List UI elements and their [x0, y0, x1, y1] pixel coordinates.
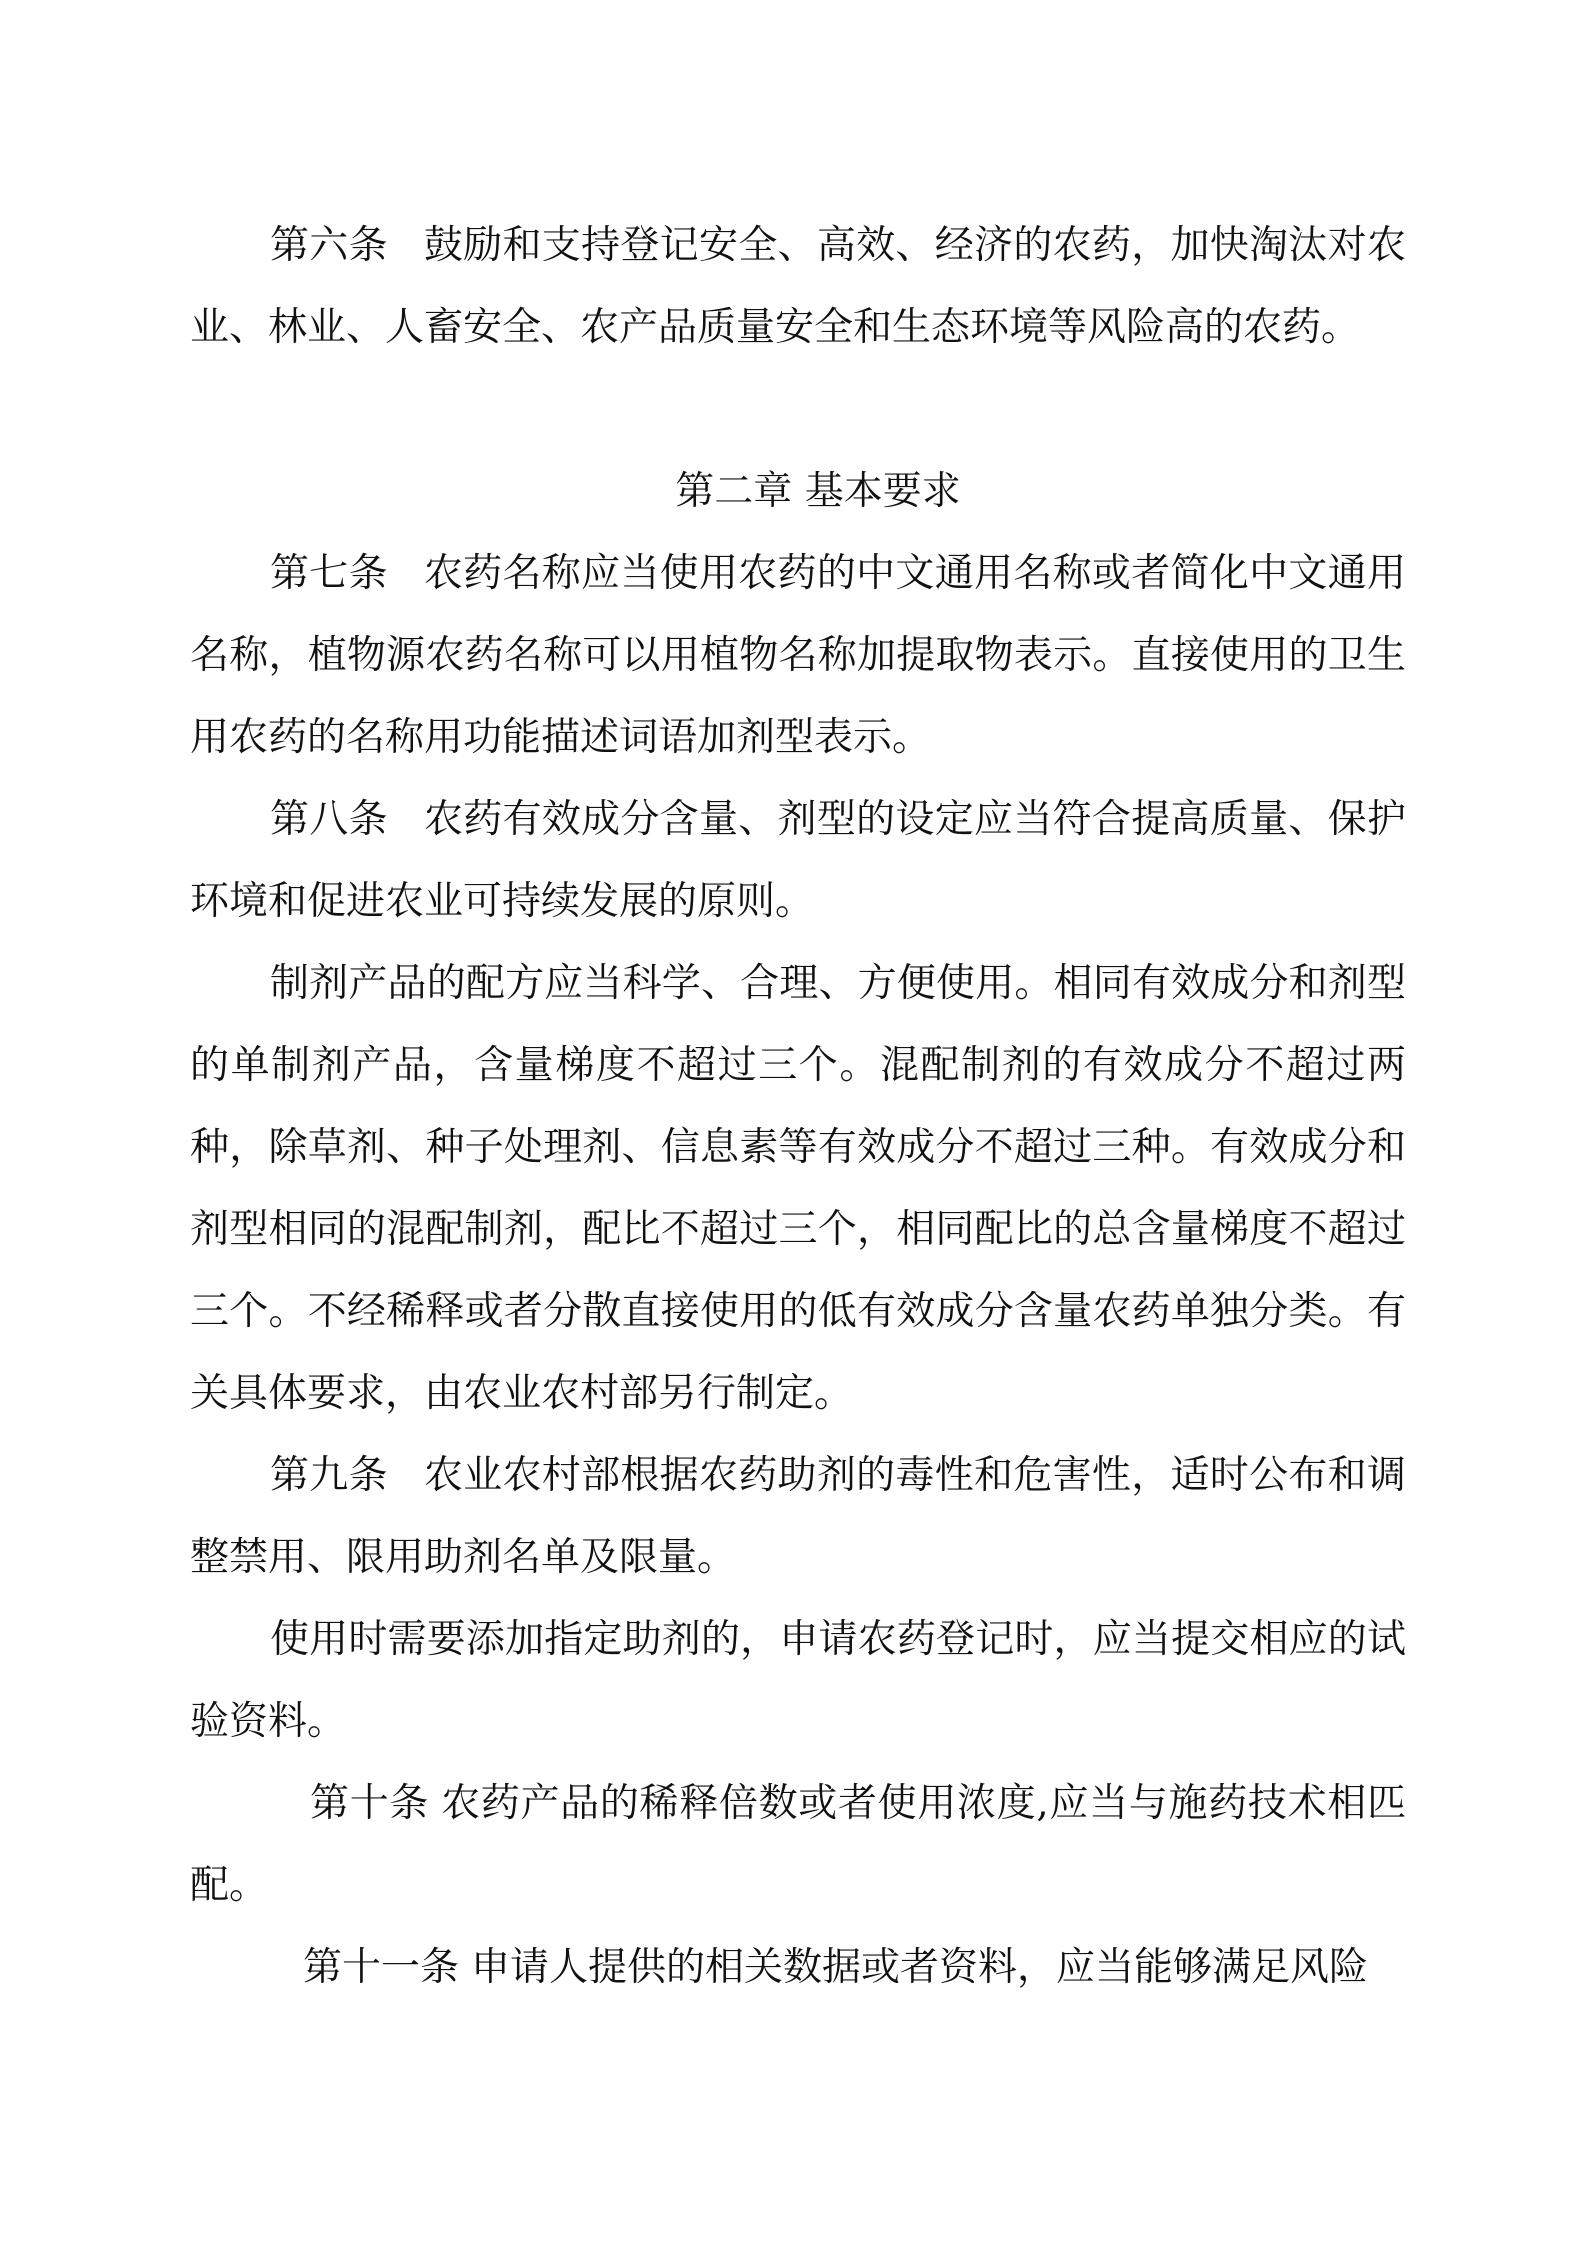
article-9-paragraph-2: 使用时需要添加指定助剂的，申请农药登记时，应当提交相应的试验资料。 — [190, 1617, 1406, 1744]
article-8-paragraph-2: 制剂产品的配方应当科学、合理、方便使用。相同有效成分和剂型的单制剂产品，含量梯度不超过三个。混配制剂的有效成分不超过两种，除草剂、种子处理剂、信息素等有效成分不超过三种。有效成分和剂型相同的混配制剂，配比不超过三个，相同配比的总含量梯度不超过三个。不经稀释或者分散直接使用的低有效成分含量农药单独分类。有关具体要求，由农业农村部另行制定。 — [190, 961, 1406, 1416]
article-label: 第六条 — [270, 223, 388, 268]
article-text: 申请人提供的相关数据或者资料，应当能够满足风险 — [471, 1945, 1369, 1990]
article-label: 第十一条 — [303, 1945, 460, 1990]
article-label: 第九条 — [270, 1453, 388, 1498]
chapter-heading: 第二章 基本要求 — [675, 469, 961, 514]
article-6 — [190, 205, 1406, 369]
article-10 — [190, 1763, 1406, 1927]
article-text: 农业农村部根据农药助剂的毒性和危害性，适时公布和调整禁用、限用助剂名单及限量。 — [190, 1453, 1406, 1580]
article-label: 第七条 — [270, 551, 388, 596]
article-text: 农药名称应当使用农药的中文通用名称或者简化中文通用名称，植物源农药名称可以用植物名称加提取物表示。直接使用的卫生用农药的名称用功能描述词语加剂型表示。 — [190, 551, 1406, 760]
article-11 — [190, 1927, 1406, 2009]
article-9 — [190, 1435, 1406, 1599]
article-8 — [190, 779, 1406, 943]
article-text: 农药产品的稀释倍数或者使用浓度,应当与施药技术相匹配。 — [190, 1781, 1406, 1908]
article-label: 第十条 — [310, 1781, 430, 1826]
document-body — [190, 205, 1406, 2009]
article-label: 第八条 — [270, 797, 388, 842]
article-text: 鼓励和支持登记安全、高效、经济的农药，加快淘汰对农业、林业、人畜安全、农产品质量安全和生态环境等风险高的农药。 — [190, 223, 1406, 350]
article-7 — [190, 533, 1406, 779]
article-text: 农药有效成分含量、剂型的设定应当符合提高质量、保护环境和促进农业可持续发展的原则。 — [190, 797, 1406, 924]
